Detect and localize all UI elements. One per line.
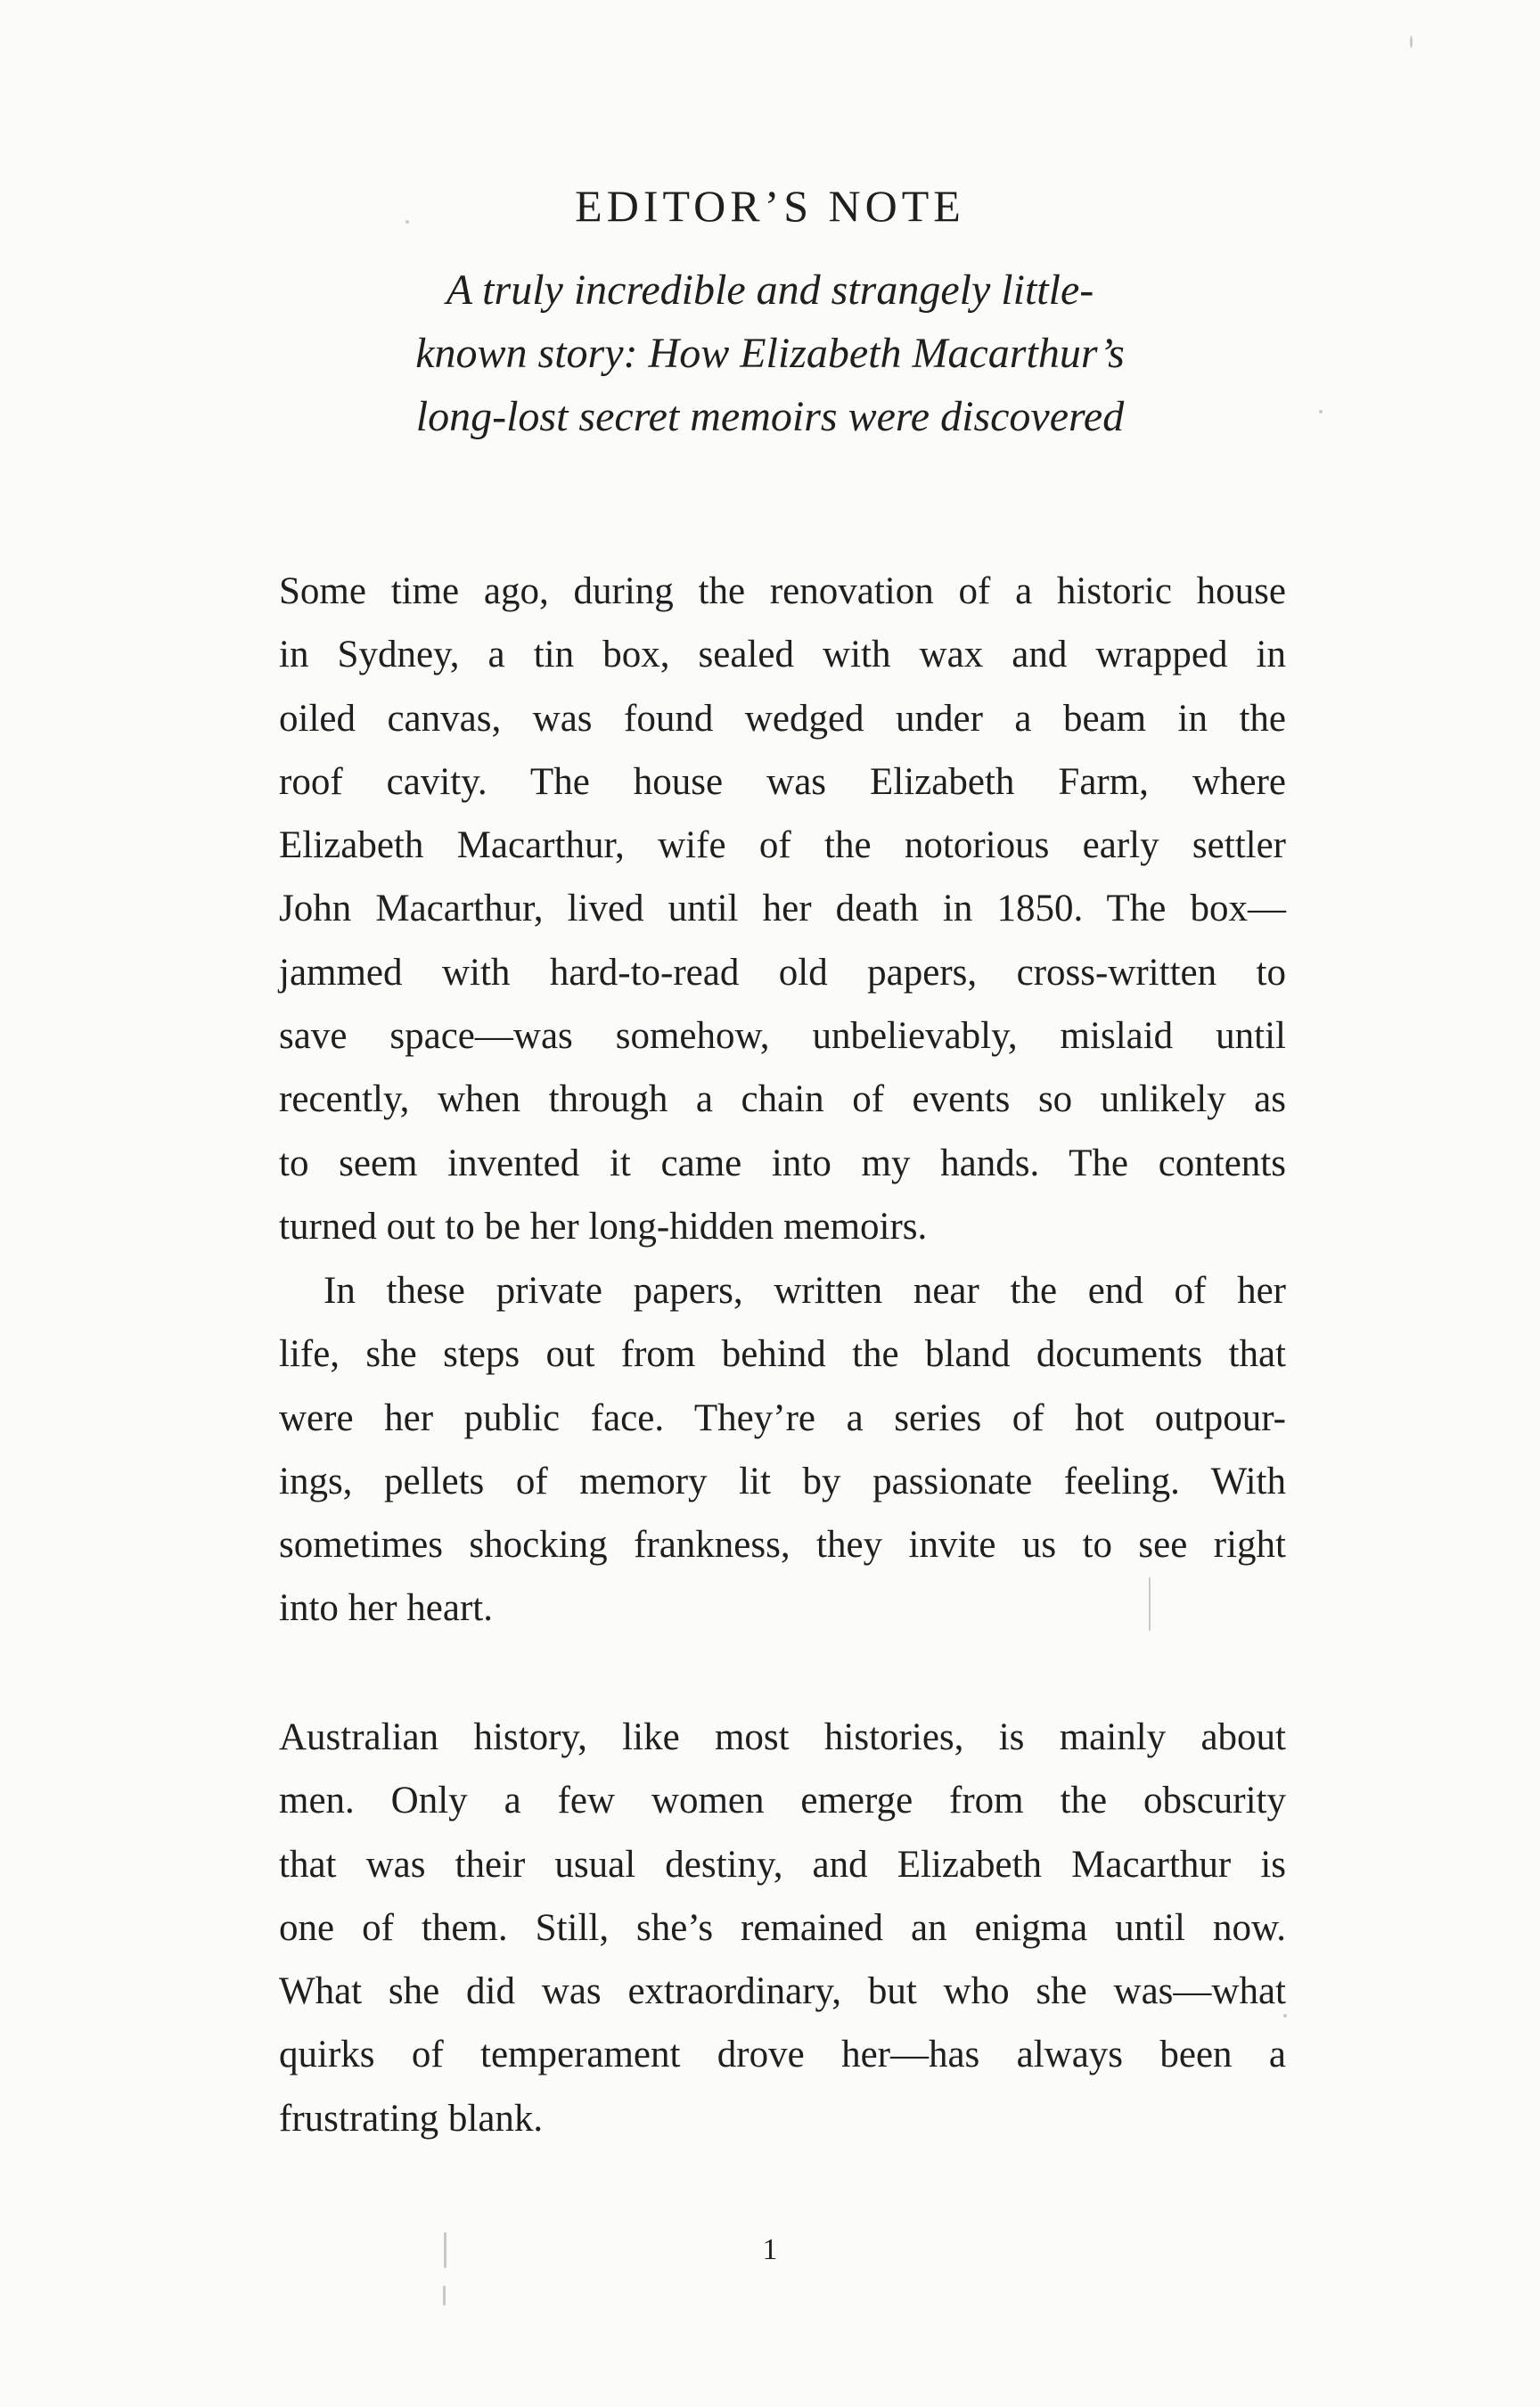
text-line: Australian history, like most histories, is mainly about <box>279 1716 1286 1758</box>
text-line: men. Only a few women emerge from the obscurity <box>279 1780 1286 1822</box>
text-line: life, she steps out from behind the bland documents that <box>279 1333 1286 1376</box>
scan-speck <box>405 220 409 224</box>
text-line: quirks of temperament drove her—has always been a <box>279 2034 1286 2076</box>
scan-speck <box>1410 36 1413 48</box>
scan-speck <box>1149 1577 1151 1631</box>
text-line: turned out to be her long-hidden memoirs. <box>279 1205 928 1248</box>
text-line: ings, pellets of memory lit by passionate feeling. With <box>279 1460 1286 1502</box>
text-line: into her heart. <box>279 1587 493 1630</box>
subtitle-line: known story: How Elizabeth Macarthur’s <box>415 330 1125 377</box>
text-line: oiled canvas, was found wedged under a beam in the <box>279 697 1286 740</box>
scan-speck <box>1319 410 1323 413</box>
text-line: to seem invented it came into my hands. The contents <box>279 1142 1286 1184</box>
text-line: recently, when through a chain of events so unlikely as <box>279 1078 1286 1121</box>
subtitle-line: long-lost secret memoirs were discovered <box>415 393 1125 440</box>
text-line: Elizabeth Macarthur, wife of the notorious early settler <box>279 824 1286 867</box>
text-line: John Macarthur, lived until her death in 1850. The box— <box>279 888 1286 930</box>
text-line: roof cavity. The house was Elizabeth Farm, where <box>279 760 1286 803</box>
text-line: that was their usual destiny, and Elizabeth Macarthur is <box>279 1843 1286 1886</box>
paragraph-1 <box>279 560 1286 1258</box>
text-line: jammed with hard-to-read old papers, cross-written to <box>279 951 1286 994</box>
scan-speck <box>1283 2014 1287 2018</box>
text-line: frustrating blank. <box>279 2097 544 2140</box>
text-line: In these private papers, written near the end of her <box>324 1270 1286 1312</box>
page-number: 1 <box>762 2233 778 2266</box>
scan-speck <box>444 2232 446 2268</box>
text-line: Some time ago, during the renovation of a historic house <box>279 570 1286 612</box>
chapter-heading: EDITOR’S NOTE <box>575 181 965 231</box>
text-line: sometimes shocking frankness, they invite us to see right <box>279 1524 1286 1567</box>
scan-speck <box>443 2286 446 2305</box>
paragraph-3 <box>279 1706 1286 2150</box>
paragraph-2 <box>279 1259 1286 1641</box>
chapter-subtitle <box>324 258 1216 448</box>
text-line: save space—was somehow, unbelievably, mislaid until <box>279 1015 1286 1058</box>
text-line: in Sydney, a tin box, sealed with wax and wrapped in <box>279 634 1286 676</box>
text-line: one of them. Still, she’s remained an enigma until now. <box>279 1906 1286 1949</box>
subtitle-line: A truly incredible and strangely little- <box>446 266 1094 314</box>
text-line: were her public face. They’re a series of hot outpour- <box>279 1396 1286 1439</box>
text-line: What she did was extraordinary, but who she was—what <box>279 1970 1286 2013</box>
